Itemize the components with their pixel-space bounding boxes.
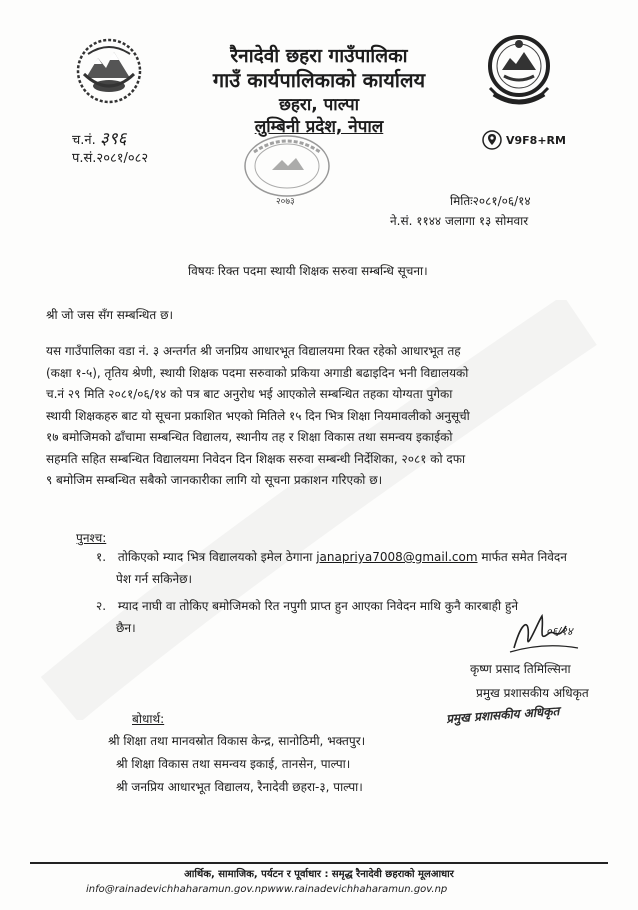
plus-code [482, 130, 566, 150]
footer-contact[interactable]: info@rainadevichhaharamun.gov.npwww.rainadevichhaharamun.gov.np [86, 884, 448, 895]
signatory-name: कृष्ण प्रसाद तिमिल्सिना [470, 662, 571, 676]
postscript-item-2-cont: छैन। [116, 621, 136, 635]
body-line: सहमति सहित सम्बन्धित विद्यालयमा निवेदन दिन शिक्षक सरुवा सम्बन्धी निर्देशिका, २०८१ को दफा [46, 451, 466, 466]
school-email-link[interactable]: janapriya7008@gmail.com [316, 550, 478, 564]
stamp-year: २०७३ [276, 197, 295, 207]
signatory-designation: प्रमुख प्रशासकीय अधिकृत [476, 686, 589, 700]
item-text: मार्फत समेत निवेदन [481, 550, 567, 564]
cc-item: श्री जनप्रिय आधारभूत विद्यालय, रैनादेवी छहरा-३, पाल्पा। [116, 780, 363, 794]
postscript-label: पुनश्च: [76, 531, 107, 545]
date-line: मितिः२०८१/०६/१४ [450, 194, 531, 208]
province-country: लुम्बिनी प्रदेश, नेपाल [254, 117, 384, 137]
org-name: रैनादेवी छहरा गाउँपालिका [230, 45, 408, 67]
salutation: श्री जो जस सँग सम्बन्धित छ। [46, 308, 174, 322]
designation-stamp: प्रमुख प्रशासकीय अधिकृत [445, 704, 560, 726]
cc-label: बोधार्थ: [132, 712, 165, 726]
postscript-item-1-cont: पेश गर्न सकिनेछ। [116, 572, 193, 586]
body-line: स्थायी शिक्षकहरु बाट यो सूचना प्रकाशित भएको मितिले १५ दिन भित्र शिक्षा नियमावलीको अनुसूची [46, 408, 470, 423]
body-line: यस गाउँपालिका वडा नं. ३ अन्तर्गत श्री जनप्रिय आधारभूत विद्यालयमा रिक्त रहेको आधारभूत तह [46, 344, 461, 358]
cc-item: श्री शिक्षा विकास तथा समन्वय इकाई, तानसेन, पाल्पा। [116, 757, 351, 771]
fiscal-year: प.सं.२०८१/०८२ [72, 151, 149, 166]
cc-item: श्री शिक्षा तथा मानवस्रोत विकास केन्द्र, सानोठिमी, भक्तपुर। [108, 734, 366, 748]
footer-tagline: आर्थिक, सामाजिक, पर्यटन र पूर्वाधार : समृद्ध रैनादेवी छहराको मूलआधार [184, 869, 454, 880]
office-name: गाउँ कार्यपालिकाको कार्यालय [212, 68, 426, 92]
item-number: २. [96, 599, 107, 613]
cha-no-value: ३९६ [99, 129, 127, 149]
item-text: म्याद नाघी वा तोकिए बमोजिमको रित नपुगी प्राप्त हुन आएका निवेदन माथि कुनै कारबाही हुने [117, 599, 518, 613]
body-paragraph [46, 341, 594, 492]
postscript-item-1 [96, 546, 596, 568]
cha-no [72, 126, 126, 149]
office-location: छहरा, पाल्पा [278, 95, 360, 115]
subject-line: विषयः रिक्त पदमा स्थायी शिक्षक सरुवा सम्बन्धि सूचना। [188, 264, 428, 278]
body-line: (कक्षा १-५), तृतिय श्रेणी, स्थायी शिक्षक पदमा सरुवाको प्रकिया अगाडी बढाइदिन भनी विद्यालयको [46, 365, 469, 380]
nepal-sambat-date: ने.सं. ११४४ जलागा १३ सोमवार [390, 214, 529, 228]
item-number: १. [96, 550, 107, 564]
body-line: ९ बमोजिम सम्बन्धित सबैको जानकारीका लागि यो सूचना प्रकाशन गरिएको छ। [46, 473, 383, 487]
cha-no-label: च.नं. [72, 133, 96, 148]
signature-date: ०६/१४ [546, 625, 573, 638]
footer-divider [30, 862, 608, 864]
item-text: तोकिएको म्याद भित्र विद्यालयको इमेल ठेगाना [117, 550, 313, 564]
body-line: च.नं २९ मिति २०८१/०६/१४ को पत्र बाट अनुरोध भई आएकोले सम्बन्धित तहका योग्यता पुगेका [46, 387, 453, 401]
plus-code-text: V9F8+RM [506, 133, 566, 147]
body-line: १७ बमोजिमको ढाँचामा सम्बन्धित विद्यालय, स्थानीय तह र शिक्षा विकास तथा समन्वय इकाईको [46, 430, 453, 444]
location-pin-icon [482, 130, 502, 150]
